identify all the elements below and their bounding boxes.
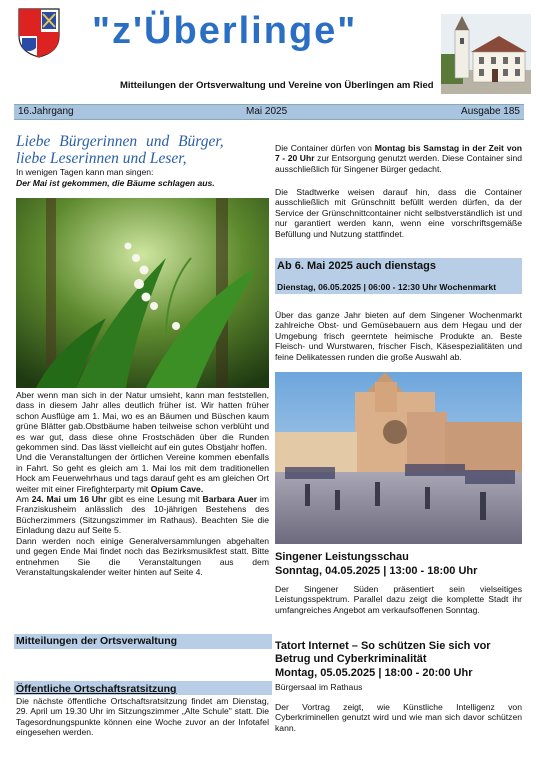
intro-paragraph-4: Dann werden noch einige Generalversammlungen abgehalten und gegen Ende Mai findet noch das Bezirksmusikfest statt. Bitte entnehmen Sie die Veranstaltungen aus dem Veranstaltungskalender weiter hinten auf Seite 4. [16,535,269,577]
section-heading-ortschaftsrat: Öffentliche Ortschaftsratsitzung [16,683,177,695]
stadtwerke-text: Die Stadtwerke weisen darauf hin, dass die Container ausschließlich mit Grünschnitt befüllt werden dürfen, da der Service der Grünschnittcontainer nicht selbstverständlich ist und nur garantiert werden kann, wenn eine vorschriftsgemäße Befüllung und Nutzung stattfindet. [275,187,522,239]
event-2-place: Bürgersaal im Rathaus [275,682,363,692]
intro-paragraph-1: Aber wenn man sich in der Natur umsieht, kann man feststellen, dass in diesem Jahr alles deutlich früher ist. Wir hatten früher schon Ausflüge am 1. Mai, wo es an Bäumen und Büschen kaum grüne Blätter gab.Obstbäume haben teilweise schon verblüht und es war gut, dass diese ohne Frostschäden über die Runden gekommen sind. Das lässt vielleicht auf ein gutes Obstjahr hoffen. [16,390,269,453]
event-2-date: Montag, 05.05.2025 | 18:00 - 20:00 Uhr [275,667,473,679]
intro-paragraph-2-text: Und die Veranstaltungen der örtlichen Vereine kommen ebenfalls in Fahrt. So geht es gleich am 1. Mai los mit dem traditionellen Hock am Feuerwehrhaus und tags darauf geht es am gleichen Ort weiter mit einer Firefighterparty mit [16,452,269,494]
text-fragment: im Franziskusheim anlässlich des 10-jährigen Bestehens des Bücherzimmers (Sitzungszimmer im Rathaus). Beachten Sie die Einladung dazu auf Seite 5. [16,494,269,536]
coat-of-arms-icon [18,8,60,58]
newsletter-subtitle: Mitteilungen der Ortsverwaltung und Vereine von Überlingen am Ried [120,80,434,91]
issue-bar [14,104,524,120]
event-2-text: Der Vortrag zeigt, wie Künstliche Intelligenz von Cyberkriminellen genutzt wird und wie man sich davor schützen kann. [275,702,522,733]
text-fragment: Die Container dürfen von [275,143,372,153]
container-hours: Montag bis Samstag in der Zeit von 7 - 20 Uhr [275,143,522,164]
ortschaftsrat-text: Die nächste öffentliche Ortschaftsratsitzung findet am Dienstag, 29. April um 19.30 Uhr im Sitzungszimmer „Alte Schule" statt. Die Tagesordnungspunkte können eine Woche zuvor an der Infotafel eingesehen werden. [16,696,269,738]
lily-of-the-valley-photo [16,198,269,388]
text-fragment: zur Entsorgung genutzt werden. Diese Container sind ausschließlich für Singener Bürger gedacht. [275,153,523,174]
church-photo [441,14,531,94]
text-fragment: Am [16,494,29,505]
month-label: Mai 2025 [246,106,288,117]
market-heading: Ab 6. Mai 2025 auch dienstags [277,260,436,272]
section-heading-ortsverwaltung: Mitteilungen der Ortsverwaltung [14,634,272,649]
reading-date: 24. Mai um 16 Uhr [31,494,107,505]
intro-paragraph-3 [16,494,269,536]
greeting [16,133,224,167]
event-1-text: Der Singener Süden präsentiert sein vielseitiges Leistungsspektrum. Parallel dazu zeigt die komplette Stadt ihr umfangreiches Angebot am verkaufsoffenen Sonntag. [275,584,522,615]
song-line: Der Mai ist gekommen, die Bäume schlagen aus. [16,178,215,188]
newsletter-title: "z'Überlinge" [92,10,358,52]
lead-text: In wenigen Tagen kann man singen: [16,167,154,177]
greeting-line-2: liebe Leserinnen und Leser, [16,150,187,167]
market-square-photo [275,372,522,544]
event-1-date: Sonntag, 04.05.2025 | 13:00 - 18:00 Uhr [275,565,478,577]
market-date: Dienstag, 06.05.2025 | 06:00 - 12:30 Uhr Wochenmarkt [277,282,497,292]
intro-text [16,390,269,577]
band-name: Opium Cave. [150,483,204,494]
greeting-line-1: Liebe Bürgerinnen und Bürger, [16,133,224,150]
event-1-title: Singener Leistungsschau [275,551,409,563]
container-text [275,143,522,174]
market-heading-box [275,258,522,294]
issue-label: Ausgabe 185 [461,106,520,117]
event-2-title: Tatort Internet – So schützen Sie sich vor Betrug und Cyberkriminalität [275,640,491,665]
intro-paragraph-2 [16,452,269,494]
market-text: Über das ganze Jahr bieten auf dem Singener Wochenmarkt zahlreiche Obst- und Gemüsebauern aus dem Hegau und der Umgebung frisch geerntete heimische Produkte an. Beste Fleisch- und Wurstwaren, frischer Fisch, Käsespezialitäten und feine Delikatessen runden die große Auswahl ab. [275,310,522,362]
volume-label: 16.Jahrgang [18,106,74,117]
text-fragment: gibt es eine Lesung mit [109,494,200,505]
author-name: Barbara Auer [202,494,258,505]
